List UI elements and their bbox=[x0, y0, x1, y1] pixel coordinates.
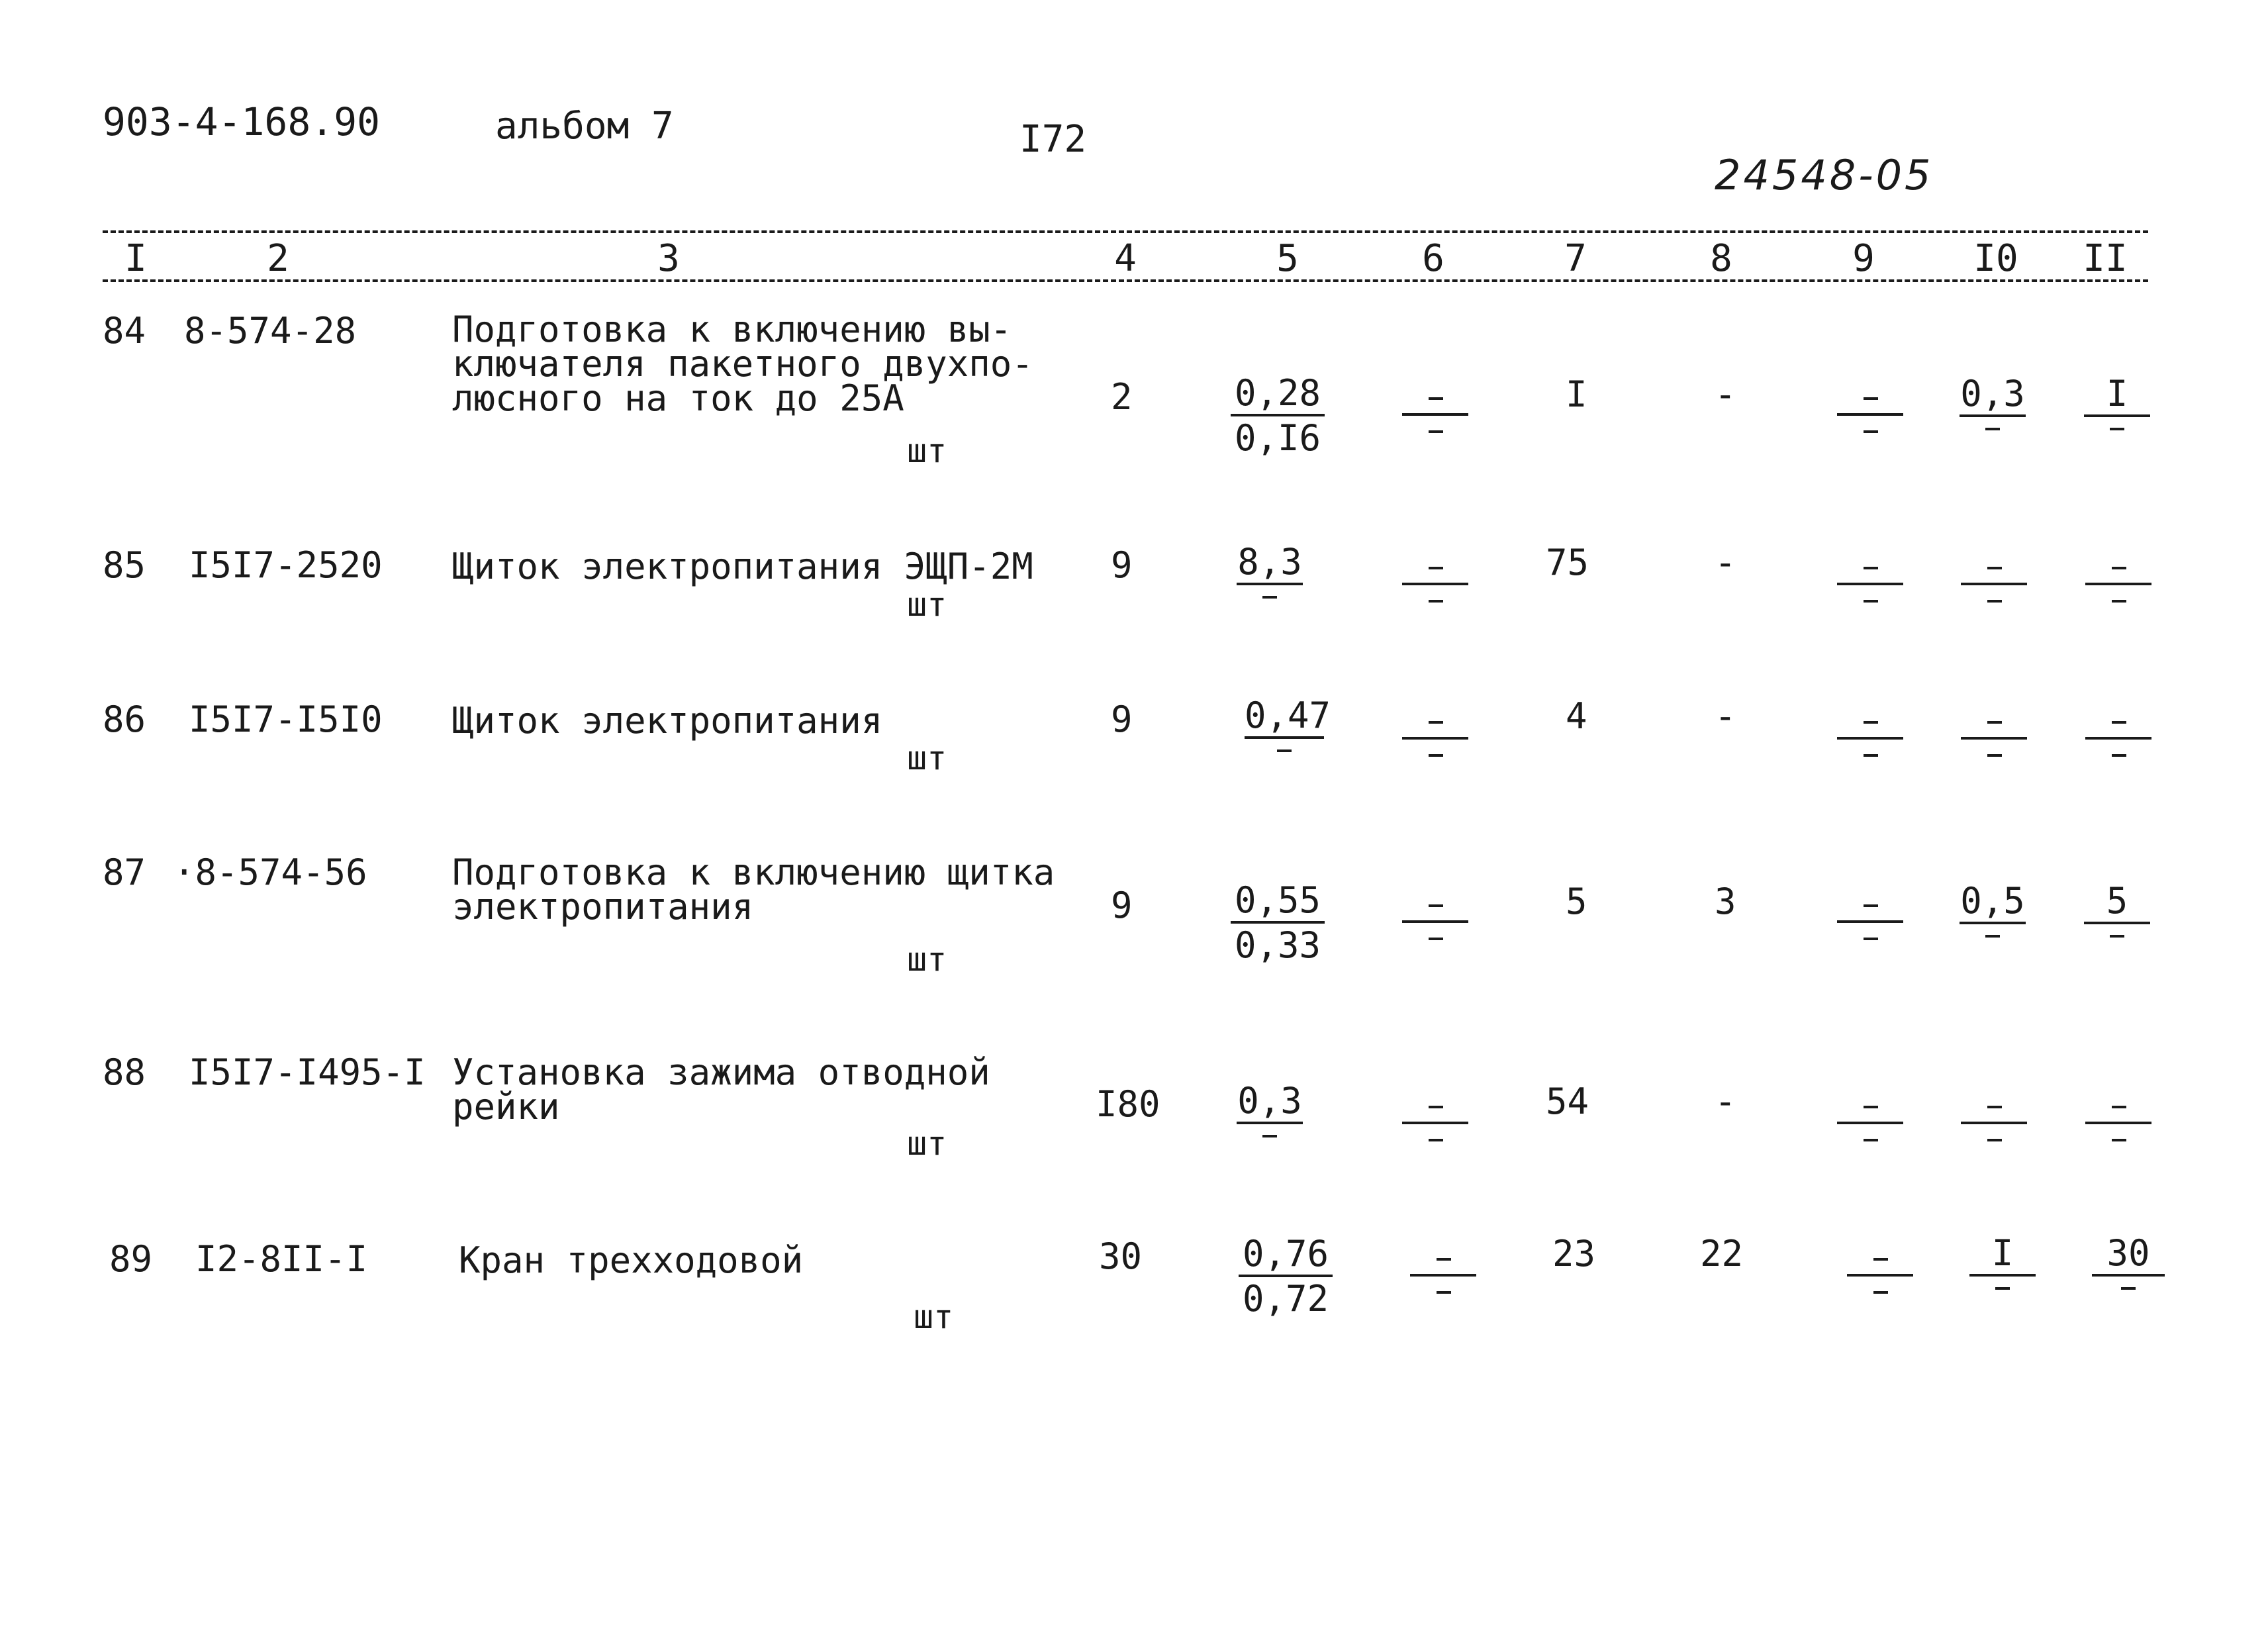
fraction-bottom: 0,72 bbox=[1242, 1278, 1329, 1320]
row-col10-dash bbox=[1961, 1102, 2027, 1148]
fraction-bottom: 0,33 bbox=[1234, 924, 1321, 966]
fraction-bottom: 0,I6 bbox=[1234, 417, 1321, 459]
row-name-line: Щиток электропитания bbox=[452, 700, 883, 742]
col-head-10: I0 bbox=[1973, 237, 2018, 280]
row-number: 84 bbox=[103, 310, 146, 352]
row-number: 86 bbox=[103, 699, 146, 740]
album-label: альбом 7 bbox=[495, 105, 674, 148]
row-name-line: Подготовка к включению щитка bbox=[452, 851, 1055, 893]
row-col6-dash bbox=[1402, 1102, 1468, 1148]
row-unit: шт bbox=[907, 585, 947, 624]
row-col6-dash bbox=[1402, 717, 1468, 763]
row-number: 89 bbox=[109, 1238, 153, 1280]
row-col7: 75 bbox=[1546, 542, 1589, 583]
row-col8: 22 bbox=[1700, 1233, 1744, 1275]
row-code: 8-574-28 bbox=[184, 310, 357, 352]
row-col6-dash bbox=[1402, 393, 1468, 440]
document-code: 903-4-168.90 bbox=[103, 99, 381, 144]
row-col4: I80 bbox=[1096, 1083, 1160, 1125]
row-code: I5I7-2520 bbox=[189, 544, 383, 586]
row-col8: 3 bbox=[1715, 881, 1736, 922]
row-col9-dash bbox=[1837, 717, 1903, 763]
row-col10-value: 0,5 bbox=[1960, 881, 2026, 924]
row-col7: 54 bbox=[1546, 1081, 1589, 1122]
row-col10-value: I bbox=[1969, 1233, 2036, 1277]
row-name-line: Установка зажима отводной bbox=[452, 1051, 990, 1093]
header-top-rule bbox=[103, 230, 2148, 233]
row-col6-dash bbox=[1402, 900, 1468, 947]
row-name-line: электропитания bbox=[452, 886, 754, 928]
row-name-line: Подготовка к включению вы- bbox=[452, 309, 1012, 350]
row-col10-value: 0,3 bbox=[1960, 373, 2026, 417]
row-name-line: рейки bbox=[452, 1086, 560, 1128]
row-col9-dash bbox=[1837, 563, 1903, 609]
fraction-top: 0,28 bbox=[1231, 373, 1325, 416]
col-head-1: I bbox=[124, 237, 147, 280]
row-col7: 4 bbox=[1566, 695, 1587, 737]
row-col6-dash bbox=[1402, 563, 1468, 609]
col-head-6: 6 bbox=[1422, 237, 1444, 280]
row-code: I2-8II-I bbox=[195, 1238, 368, 1280]
row-name-line: Кран трехходовой bbox=[459, 1239, 804, 1281]
row-name-line: люсного на ток до 25А bbox=[452, 377, 904, 419]
row-col11-value: I bbox=[2084, 373, 2150, 417]
row-col11-dash bbox=[2085, 1102, 2151, 1148]
row-col4: 9 bbox=[1111, 544, 1133, 586]
row-number: 87 bbox=[103, 851, 146, 893]
fraction-top: 0,55 bbox=[1231, 880, 1325, 924]
row-col11 bbox=[2092, 1233, 2165, 1290]
row-col8: - bbox=[1715, 373, 1736, 415]
row-col9-dash bbox=[1837, 393, 1903, 440]
row-col5-fraction bbox=[1211, 879, 1344, 967]
row-col10-dash bbox=[1961, 563, 2027, 609]
col-head-7: 7 bbox=[1564, 237, 1587, 280]
row-col11-dash bbox=[2085, 563, 2151, 609]
row-unit: шт bbox=[907, 432, 947, 470]
row-col8: - bbox=[1715, 695, 1736, 737]
row-col8: - bbox=[1715, 1081, 1736, 1122]
col-head-11: II bbox=[2083, 237, 2128, 280]
row-col11-value: 5 bbox=[2084, 881, 2150, 924]
col-head-8: 8 bbox=[1710, 237, 1732, 280]
row-unit: шт bbox=[907, 739, 947, 777]
row-code: I5I7-I495-I bbox=[189, 1051, 426, 1093]
row-col11 bbox=[2084, 373, 2150, 430]
row-name-line: ключателя пакетного двухпо- bbox=[452, 343, 1033, 385]
row-col4: 2 bbox=[1111, 376, 1133, 418]
row-col5-fraction bbox=[1219, 1233, 1352, 1321]
row-col5-value: 0,47 bbox=[1245, 695, 1324, 739]
col-head-4: 4 bbox=[1114, 237, 1137, 280]
row-col5-value: 8,3 bbox=[1237, 542, 1303, 585]
row-col10 bbox=[1960, 373, 2026, 430]
row-col9-dash bbox=[1847, 1254, 1913, 1300]
row-unit: шт bbox=[907, 940, 947, 979]
row-col4: 30 bbox=[1099, 1235, 1143, 1277]
row-code: I5I7-I5I0 bbox=[189, 699, 383, 740]
row-col7: 5 bbox=[1566, 881, 1587, 922]
row-col11-dash bbox=[2085, 717, 2151, 763]
row-col10 bbox=[1969, 1233, 2036, 1290]
row-col10-dash bbox=[1961, 717, 2027, 763]
row-col11 bbox=[2084, 881, 2150, 938]
row-unit: шт bbox=[907, 1124, 947, 1163]
row-col9-dash bbox=[1837, 900, 1903, 947]
row-col5 bbox=[1237, 542, 1303, 599]
row-col7: I bbox=[1566, 373, 1587, 415]
fraction-top: 0,76 bbox=[1239, 1233, 1333, 1277]
row-name-line: Щиток электропитания ЭЩП-2М bbox=[452, 546, 1033, 587]
row-col10 bbox=[1960, 881, 2026, 938]
col-head-5: 5 bbox=[1276, 237, 1299, 280]
row-col4: 9 bbox=[1111, 885, 1133, 926]
row-code: ·8-574-56 bbox=[173, 851, 367, 893]
row-col5-fraction bbox=[1211, 372, 1344, 460]
row-col9-dash bbox=[1837, 1102, 1903, 1148]
row-col6-dash bbox=[1410, 1254, 1476, 1300]
row-number: 85 bbox=[103, 544, 146, 586]
row-col11-value: 30 bbox=[2092, 1233, 2165, 1277]
handwritten-number: 24548-05 bbox=[1715, 151, 1934, 199]
row-col5-value: 0,3 bbox=[1237, 1081, 1303, 1124]
row-col4: 9 bbox=[1111, 699, 1133, 740]
row-col5 bbox=[1237, 1081, 1303, 1137]
page-number: I72 bbox=[1019, 118, 1087, 161]
col-head-2: 2 bbox=[267, 237, 289, 280]
col-head-3: 3 bbox=[657, 237, 680, 280]
row-col5 bbox=[1245, 695, 1331, 752]
row-number: 88 bbox=[103, 1051, 146, 1093]
row-unit: шт bbox=[914, 1298, 954, 1336]
row-col7: 23 bbox=[1552, 1233, 1596, 1275]
col-head-9: 9 bbox=[1852, 237, 1875, 280]
row-col8: - bbox=[1715, 542, 1736, 583]
